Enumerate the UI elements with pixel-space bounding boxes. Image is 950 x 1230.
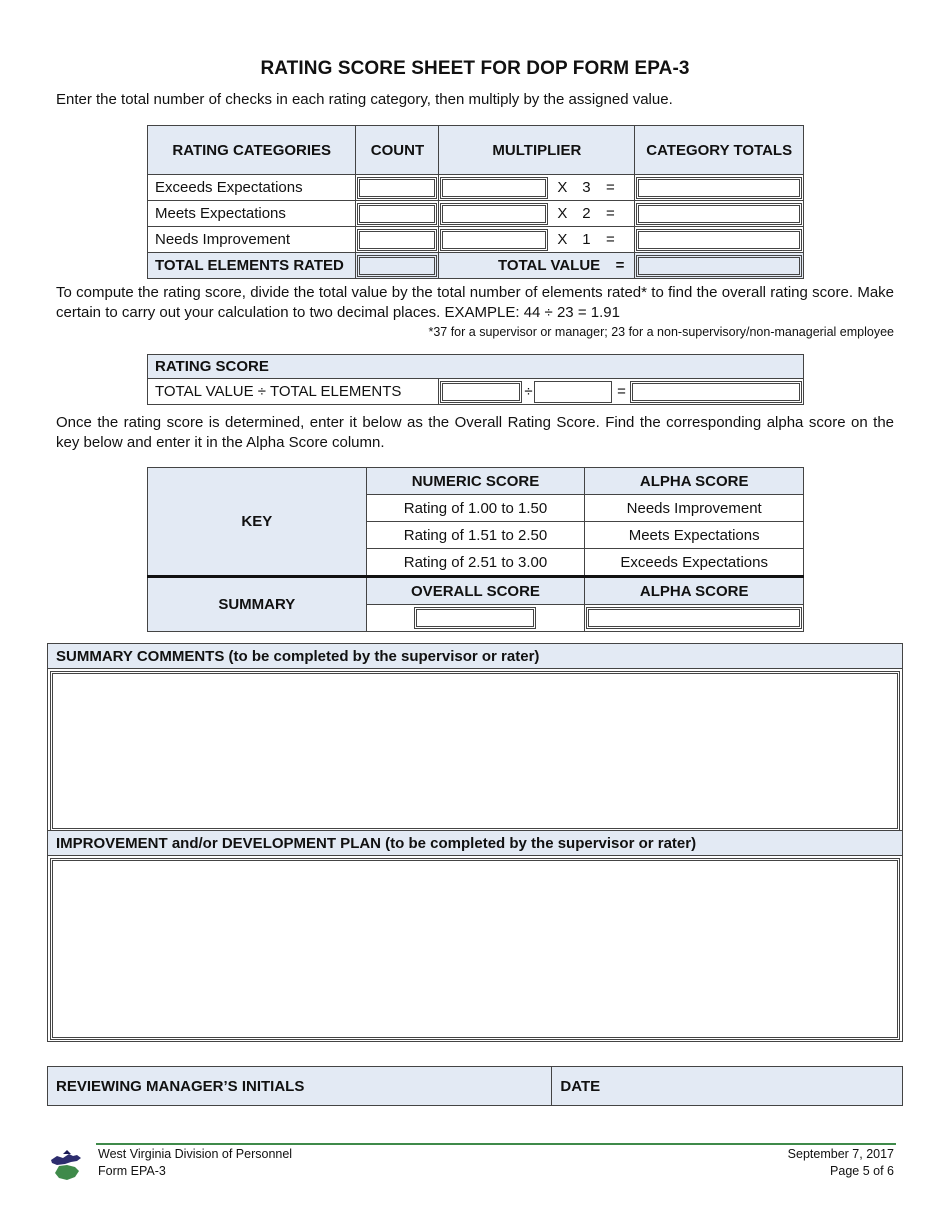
compute-instructions: To compute the rating score, divide the total value by the total number of elements rated* to find the overall rating score. Make certain to carry out your calculation to two decimal places. EXAMPLE: 44 ÷ 23 = 1.91 bbox=[56, 284, 894, 321]
summary-comments-header: SUMMARY COMMENTS (to be completed by the supervisor or rater) bbox=[48, 644, 902, 669]
header-rating-categories: RATING CATEGORIES bbox=[148, 126, 356, 175]
times-sign: X bbox=[557, 205, 568, 222]
summary-label: SUMMARY bbox=[148, 577, 367, 632]
total-elements-label: TOTAL ELEMENTS RATED bbox=[148, 253, 356, 279]
needs-total-field[interactable] bbox=[636, 229, 802, 251]
summary-comments-field[interactable] bbox=[50, 671, 900, 831]
rating-score-table bbox=[147, 354, 804, 405]
footer-org: West Virginia Division of Personnel bbox=[98, 1147, 293, 1161]
table-row-total bbox=[148, 253, 804, 279]
reviewing-manager-table bbox=[47, 1066, 903, 1106]
meets-value-field[interactable] bbox=[440, 203, 548, 225]
alpha-score-header-2: ALPHA SCORE bbox=[585, 577, 804, 605]
key-label: KEY bbox=[148, 468, 367, 577]
alpha-value: Needs Improvement bbox=[585, 495, 804, 522]
table-row bbox=[148, 201, 804, 227]
wv-state-logo-icon bbox=[47, 1146, 93, 1182]
total-elements-field[interactable] bbox=[357, 255, 437, 277]
improvement-plan-field[interactable] bbox=[50, 858, 900, 1040]
meets-count-field[interactable] bbox=[357, 203, 437, 225]
alpha-score-header: ALPHA SCORE bbox=[585, 468, 804, 495]
times-sign: X bbox=[557, 231, 568, 248]
header-category-totals: CATEGORY TOTALS bbox=[635, 126, 804, 175]
footer-form: Form EPA-3 bbox=[98, 1164, 166, 1178]
score-key-table bbox=[147, 467, 804, 632]
page-title: RATING SCORE SHEET FOR DOP FORM EPA-3 bbox=[260, 58, 690, 79]
summary-comments-section bbox=[47, 643, 903, 832]
total-value-input[interactable] bbox=[440, 381, 522, 403]
multiplier-value: 1 bbox=[582, 231, 591, 248]
reviewing-manager-initials-field[interactable]: REVIEWING MANAGER’S INITIALS bbox=[48, 1067, 552, 1106]
rating-categories-table bbox=[147, 125, 804, 279]
total-value-label: TOTAL VALUE bbox=[497, 257, 601, 274]
footnote: *37 for a supervisor or manager; 23 for a non-supervisory/non-managerial employee bbox=[428, 325, 894, 339]
numeric-range: Rating of 1.51 to 2.50 bbox=[366, 522, 585, 549]
footer-left bbox=[98, 1146, 292, 1180]
equals-sign: = bbox=[617, 383, 626, 400]
rating-score-header: RATING SCORE bbox=[148, 355, 804, 379]
meets-total-field[interactable] bbox=[636, 203, 802, 225]
total-elements-input[interactable] bbox=[534, 381, 612, 403]
date-field[interactable]: DATE bbox=[552, 1067, 903, 1106]
equals-sign: = bbox=[606, 231, 615, 248]
rating-score-formula: TOTAL VALUE ÷ TOTAL ELEMENTS bbox=[148, 379, 439, 405]
numeric-score-header: NUMERIC SCORE bbox=[366, 468, 585, 495]
footer-date: September 7, 2017 bbox=[787, 1147, 894, 1161]
table-row bbox=[148, 227, 804, 253]
alpha-score-field[interactable] bbox=[586, 607, 802, 629]
alpha-value: Exceeds Expectations bbox=[585, 549, 804, 577]
exceeds-total-field[interactable] bbox=[636, 177, 802, 199]
header-multiplier: MULTIPLIER bbox=[439, 126, 635, 175]
row-label: Exceeds Expectations bbox=[148, 175, 356, 201]
improvement-plan-header: IMPROVEMENT and/or DEVELOPMENT PLAN (to be completed by the supervisor or rater) bbox=[48, 831, 902, 856]
numeric-range: Rating of 1.00 to 1.50 bbox=[366, 495, 585, 522]
numeric-range: Rating of 2.51 to 3.00 bbox=[366, 549, 585, 577]
exceeds-count-field[interactable] bbox=[357, 177, 437, 199]
footer-rule bbox=[96, 1143, 896, 1145]
multiplier-value: 2 bbox=[582, 205, 591, 222]
times-sign: X bbox=[557, 179, 568, 196]
needs-value-field[interactable] bbox=[440, 229, 548, 251]
row-label: Needs Improvement bbox=[148, 227, 356, 253]
rating-score-result-field[interactable] bbox=[630, 381, 802, 403]
needs-count-field[interactable] bbox=[357, 229, 437, 251]
alpha-score-instructions: Once the rating score is determined, enter it below as the Overall Rating Score. Find the corresponding alpha score on the key below and enter it in the Alpha Score column. bbox=[56, 414, 894, 451]
total-value-field[interactable] bbox=[636, 255, 802, 277]
footer-page: Page 5 of 6 bbox=[830, 1164, 894, 1178]
equals-sign: = bbox=[606, 179, 615, 196]
exceeds-value-field[interactable] bbox=[440, 177, 548, 199]
intro-text: Enter the total number of checks in each rating category, then multiply by the assigned value. bbox=[56, 91, 673, 108]
overall-score-header: OVERALL SCORE bbox=[366, 577, 585, 605]
equals-sign: = bbox=[615, 257, 625, 274]
improvement-plan-section bbox=[47, 830, 903, 1042]
equals-sign: = bbox=[606, 205, 615, 222]
row-label: Meets Expectations bbox=[148, 201, 356, 227]
alpha-value: Meets Expectations bbox=[585, 522, 804, 549]
divide-sign: ÷ bbox=[524, 383, 533, 400]
header-count: COUNT bbox=[356, 126, 439, 175]
overall-score-field[interactable] bbox=[414, 607, 536, 629]
table-row bbox=[148, 175, 804, 201]
footer-right bbox=[788, 1146, 894, 1180]
multiplier-value: 3 bbox=[582, 179, 591, 196]
